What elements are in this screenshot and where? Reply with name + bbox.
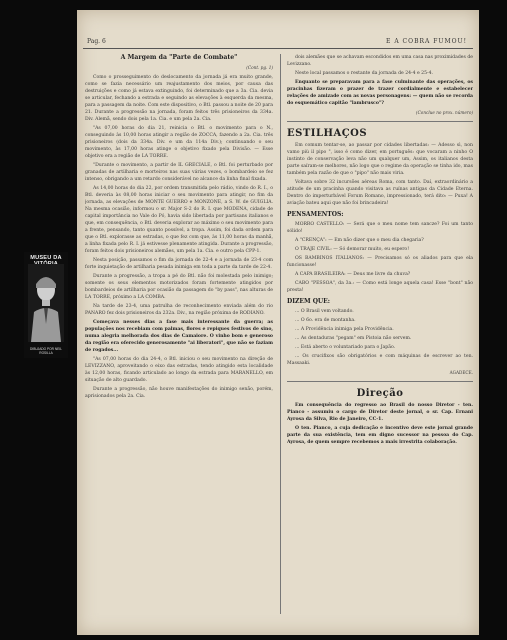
left-column bbox=[85, 54, 273, 629]
pensamento-item: A CAPA BRASILEIRA: — Deus me livre da chuva? bbox=[295, 272, 411, 277]
paragraph: Começava nesses dias a fase mais interessante da guerra; as populações nos recebiam com palmas, flores e repiques festivos de sino, numa alegria melhorada dos dias de Camaiore. O vinho bom e generoso da região era oferecido generosamente "ai liberatori", que não se faziam de rogados... bbox=[85, 320, 273, 353]
dizem-item: ... Os crucifixos são obrigatórios e com máquinas de escrever ao ten. Massaaki. bbox=[287, 354, 473, 366]
paragraph: Na tarde de 23-4, uma patrulha de reconhecimento enviada além do rio PANARO fez dois prisioneiros da 232a. Div., na região próxima de RODIANO. bbox=[85, 304, 273, 316]
paragraph: Nesta posição, passamos o fim da jornada de 22-4 e a jornada de 23-4 com forte inquietação de artilharia pesada inimiga em toda a parte da tarde de 22-4. bbox=[85, 258, 273, 270]
right-column bbox=[287, 54, 473, 629]
newspaper-name: E A COBRA FUMOU! bbox=[386, 38, 467, 45]
dizem-item: ... O 6o. era de montanha. bbox=[295, 318, 356, 323]
dizem-item: ... A Providência inimiga pela Providência. bbox=[295, 327, 394, 332]
paragraph: Durante a progressão, não houve manifestações do inimigo senão, porém, aprisionados pela 2a. Cia. bbox=[85, 387, 273, 399]
direcao-title: Direção bbox=[356, 388, 404, 399]
continuation-note: (Conclue no prox. número) bbox=[415, 110, 473, 115]
article-subtitle: (Cont. pg. 1) bbox=[246, 65, 273, 70]
dizem-item: ... Está aberto o voluntariado para o Japão. bbox=[295, 345, 396, 350]
paragraph: Como o prosseguimento do deslocamento da jornada já era muito grande, como se fazia necessário um reajustamento dos meios, por causa das destruições e como já estava extinguindo, foi determinado que a 3a. Cia. devia se articular, fechando a estrada e seguindo as elevações à esquerda da mesma, para a passagem da noite. Com este dispositivo, o Btl. passou a noite de 20 para 21. Durante a progressão na jornada, foram feitos três prisioneiros da 334a. Div. Alemã, sendo dois pela 1a. Cia. e um pela 2a. Cia. bbox=[85, 75, 273, 122]
article-title: À Margem da "Parte de Combate" bbox=[120, 54, 238, 61]
dizem-title: DIZEM QUE: bbox=[287, 298, 330, 305]
paragraph: "Durante o movimento, a partir de IL GRECIALE, o Btl. foi perturbado por granadas de artilharia e morteiros nas suas várias vezes, o bombardeio se fez intenso, obrigando a um retardo considerável no alcance da linha final fixada. bbox=[85, 163, 273, 182]
paragraph: Enquanto se preparavam para a fase culminante das operações, os pracinhas fizeram o prazer de trazer cordialmente e estabelecer relações de amizade com as novas personagens: — quem não se recorda do esquemático capitão "lambrusco"? bbox=[287, 80, 473, 106]
estilhacos-title: ESTILHAÇOS bbox=[287, 128, 368, 139]
page-header bbox=[83, 38, 473, 49]
pensamento-item: CABO "PESSOA", da 3a.: — Como está longe aquela casa! Esse "bont" não presta! bbox=[287, 281, 473, 293]
pensamento-item: A "CRENÇA": — Em não dizer que o meu dia chegaria? bbox=[295, 238, 424, 243]
soldier-portrait-icon bbox=[28, 264, 64, 342]
column-divider bbox=[280, 54, 281, 614]
paragraph: Em comum tentar-se, ao passar por cidades libertadas: — Adesso sì, non vamo più il pipo ", isso é como dizer, em português: que vocaram a ninho O instinto de conservação leva não um qualquer um, Assim, os italianos desta parte saíram-se melhores, não logo que o regime da operação se tinha ido, mas também pela razão de que o "pipo" não mais viria. bbox=[287, 143, 473, 176]
pensamento-item: OS BAMBINOS ITALIANOS: — Precisamos só os aliados para que ela funcionasse! bbox=[287, 256, 473, 268]
paragraph: "As 07,00 horas do dia 21, reinicia o Btl. o movimento para o N., conseguindo às 10,00 horas atingir a região de ZOCCA, fazendo a 2a. Cia. três prisioneiros (dois da 334a. Div. e um da 114a Div.); continuando o seu movimento, às 17,00 horas atinge o objetivo fixado pela Divisão. — Esse objetivo era a região de LA TORRE. bbox=[85, 126, 273, 159]
paragraph: dois alemães que se achavam escondidos em uma casa nas proximidades de Levizzano. bbox=[287, 55, 473, 67]
page-number: Pag. 6 bbox=[87, 38, 106, 45]
pensamento-item: O TRAJE CIVIL: — Só demorar muito, eu espero! bbox=[295, 247, 410, 252]
museum-stamp bbox=[24, 252, 68, 358]
stamp-subtitle: DIBUJADO POR NEIL ROSILLA bbox=[30, 347, 62, 355]
paragraph: As 14,00 horas do dia 22, por ordem transmitida pelo rádio, vindo do R. I., o Btl. deveria às 08,00 horas iniciar o seu movimento para atingir, no fim da jornada, as elevações de MONTE GUERRO e MONZONE, a S. W. de GUIGLIA. Na mesma ocasião, informou o sr. Major S-2 do R. I. que MODENA, cidade de capital importância no Vale do Pó, havia sido libertada por partisans italianos e que, em consequência, o Btl. deveria explorar ao máximo o seu movimento para a frente, pensando, tanto quanto possível, a tropa. Assim, foi dada ordem para que o Btl. explorasse as estradas, o que fez com que, às 11,00 horas da manhã, a linha fixada pelo R. I. já estivesse plenamente atingida. Durante a progressão, foram feitos dois prisioneiros alemães, um pela 1a. Cia. e outro pela CPP-1. bbox=[85, 186, 273, 254]
dizem-item: ... O Brasil vem voltando. bbox=[295, 309, 354, 314]
paragraph: Durante a progressão, a tropa a pé do Btl. não foi molestada pelo inimigo; somente os seus elementos motorizados foram fortemente atingidos por bombardeios de artilharia por ocasião da passagem do "by pass", nas alturas de LA TORRE, próximo a LA COMBA. bbox=[85, 274, 273, 300]
divider bbox=[287, 381, 473, 382]
pensamento-item: MORRO CASTELLO: — Será que o meu nome tem sancze? Foi um tanto sólido! bbox=[287, 222, 473, 234]
paragraph: "As 07,00 horas do dia 24-4, o Btl. iniciou o seu movimento na direção de LEVIZZANO, aproveitando o eixo das estradas, tendo atingido esta localidade às 12,00 horas, ficando articulado ao longo da estrada para MARANELLO, em situação de alto guardado. bbox=[85, 357, 273, 383]
pensamentos-title: PENSAMENTOS: bbox=[287, 211, 344, 218]
newspaper-page bbox=[77, 10, 479, 635]
signature: AGADECE. bbox=[449, 370, 473, 375]
stamp-title: MUSEU DA bbox=[30, 255, 62, 261]
paragraph: Em consequência do regresso ao Brasil do nosso Diretor - ten. Pianco - assumiu o cargo de Diretor deste jornal, o sr. Cap. Ernani Ayrosa da Silva, Rio de Janeiro, CC-1. bbox=[287, 403, 473, 422]
divider bbox=[287, 121, 473, 122]
dizem-item: ... As dentaduras "pegam" em Pistoia não servem. bbox=[295, 336, 412, 341]
paragraph: Voltava sobre 32 incursões aéreas Roma, com tanto. Daí, extraordinário a atitude de um pracinha quando visitava as ruínas antigas da Cidade Eterna. Dentro do imperturbável Forum Romano, impressionado, terá dito: — Puxa! A aviação bateu aqui que não foi brincadeira! bbox=[287, 180, 473, 206]
paragraph: Neste local passamos o restante da jornada de 24-4 e 25-4. bbox=[295, 71, 433, 76]
paragraph: O ten. Pianco, a cuja dedicação e incentivo deve este jornal grande parte da sua existência, tem em digno sucessor na pessoa do Cap. Ayrosa, de quem sempre recebemos a mais irrestrita colaboração. bbox=[287, 426, 473, 445]
